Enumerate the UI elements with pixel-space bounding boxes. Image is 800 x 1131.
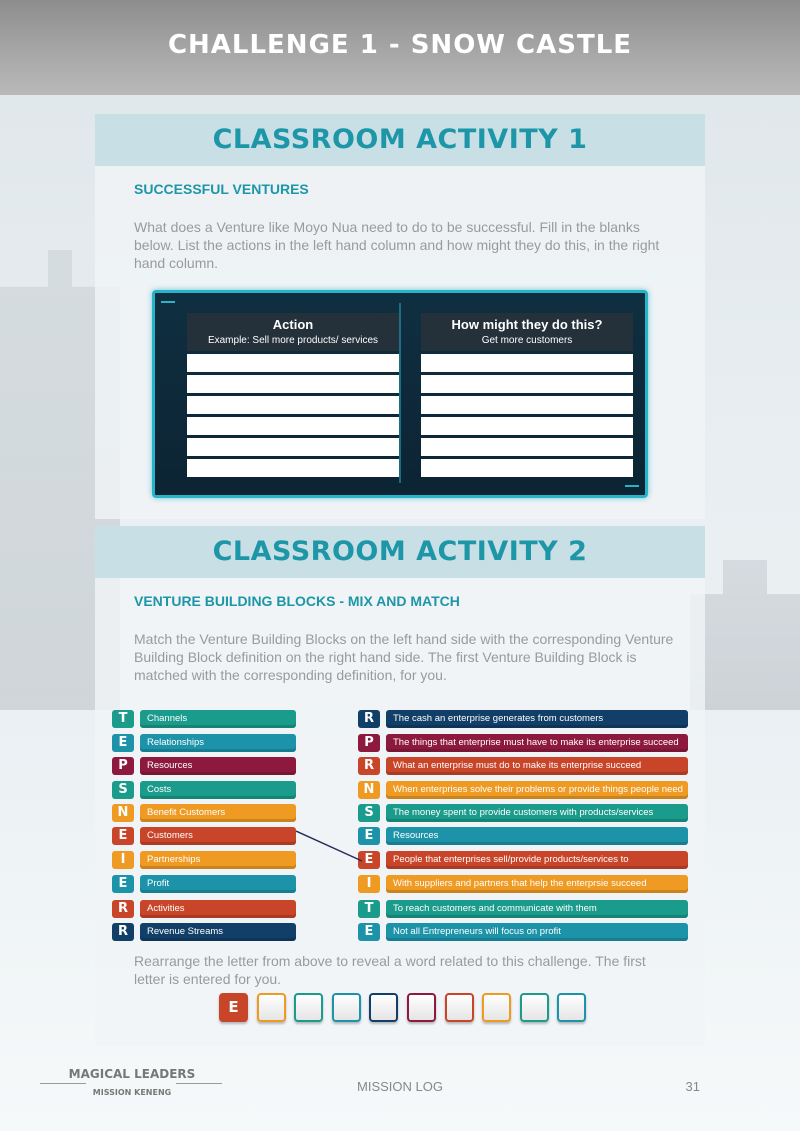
footer-brand-sub: MISSION KENENG bbox=[92, 1088, 172, 1097]
answer-box-empty[interactable] bbox=[482, 993, 511, 1022]
left-block-letter: E bbox=[112, 827, 134, 845]
right-block-letter: I bbox=[358, 875, 380, 893]
how-column-example: Get more customers bbox=[481, 335, 573, 346]
action-input-row[interactable] bbox=[187, 459, 399, 477]
action-input-row[interactable] bbox=[187, 417, 399, 435]
how-column bbox=[421, 313, 633, 477]
right-block-letter: N bbox=[358, 781, 380, 799]
footer-rule-left bbox=[40, 1083, 86, 1084]
right-block-label: With suppliers and partners that help the enterprsie succeed bbox=[386, 875, 688, 893]
answer-box-empty[interactable] bbox=[557, 993, 586, 1022]
right-block-letter: T bbox=[358, 900, 380, 918]
action-input-row[interactable] bbox=[187, 438, 399, 456]
answer-box-empty[interactable] bbox=[294, 993, 323, 1022]
activity2-title: CLASSROOM ACTIVITY 2 bbox=[95, 526, 705, 578]
right-block-label: To reach customers and communicate with them bbox=[386, 900, 688, 918]
right-block-label: What an enterprise must do to make its enterprise succeed bbox=[386, 757, 688, 775]
activity1-subtitle: SUCCESSFUL VENTURES bbox=[134, 181, 309, 197]
left-block-letter: P bbox=[112, 757, 134, 775]
left-block-row[interactable] bbox=[112, 734, 296, 752]
left-block-row[interactable] bbox=[112, 851, 296, 869]
footer-rule-right bbox=[176, 1083, 222, 1084]
answer-box-empty[interactable] bbox=[332, 993, 361, 1022]
example-match-line bbox=[296, 829, 364, 863]
activity1-table-frame bbox=[152, 290, 648, 498]
right-block-letter: S bbox=[358, 804, 380, 822]
frame-accent bbox=[625, 485, 639, 487]
right-block-label: The cash an enterprise generates from customers bbox=[386, 710, 688, 728]
left-block-row[interactable] bbox=[112, 900, 296, 918]
action-input-row[interactable] bbox=[187, 375, 399, 393]
activity1-instructions: What does a Venture like Moyo Nua need to do to be successful. Fill in the blanks below. List the actions in the left hand column and how might they do this, in the right hand column. bbox=[134, 219, 660, 271]
how-column-title: How might they do this? bbox=[451, 317, 603, 332]
how-input-row[interactable] bbox=[421, 459, 633, 477]
right-block-row[interactable] bbox=[358, 827, 688, 845]
left-block-letter: R bbox=[112, 900, 134, 918]
left-block-label: Partnerships bbox=[140, 851, 296, 869]
left-block-label: Customers bbox=[140, 827, 296, 845]
page-title: CHALLENGE 1 - SNOW CASTLE bbox=[167, 30, 633, 60]
right-block-letter: E bbox=[358, 851, 380, 869]
right-block-letter: P bbox=[358, 734, 380, 752]
how-input-row[interactable] bbox=[421, 438, 633, 456]
left-block-label: Relationships bbox=[140, 734, 296, 752]
left-block-label: Channels bbox=[140, 710, 296, 728]
answer-box-empty[interactable] bbox=[520, 993, 549, 1022]
left-block-letter: T bbox=[112, 710, 134, 728]
how-input-row[interactable] bbox=[421, 375, 633, 393]
frame-accent bbox=[161, 301, 175, 303]
left-block-label: Profit bbox=[140, 875, 296, 893]
how-input-row[interactable] bbox=[421, 396, 633, 414]
footer-brand: MAGICAL LEADERS bbox=[68, 1067, 196, 1081]
action-input-row[interactable] bbox=[187, 396, 399, 414]
left-block-label: Benefit Customers bbox=[140, 804, 296, 822]
background-castle-right bbox=[690, 560, 800, 730]
how-input-row[interactable] bbox=[421, 417, 633, 435]
left-block-label: Resources bbox=[140, 757, 296, 775]
answer-box-empty[interactable] bbox=[445, 993, 474, 1022]
right-block-label: Resources bbox=[386, 827, 688, 845]
how-input-row[interactable] bbox=[421, 354, 633, 372]
activity2-subtitle: VENTURE BUILDING BLOCKS - MIX AND MATCH bbox=[134, 593, 460, 609]
footer-center-label: MISSION LOG bbox=[357, 1079, 443, 1094]
right-block-label: Not all Entrepreneurs will focus on profit bbox=[386, 923, 688, 941]
action-input-row[interactable] bbox=[187, 354, 399, 372]
right-block-row[interactable] bbox=[358, 851, 688, 869]
left-block-label: Costs bbox=[140, 781, 296, 799]
right-block-row[interactable] bbox=[358, 757, 688, 775]
activity1-title: CLASSROOM ACTIVITY 1 bbox=[95, 114, 705, 166]
left-block-letter: E bbox=[112, 734, 134, 752]
left-block-letter: N bbox=[112, 804, 134, 822]
right-block-label: The money spent to provide customers with products/services bbox=[386, 804, 688, 822]
left-block-letter: R bbox=[112, 923, 134, 941]
right-block-row[interactable] bbox=[358, 875, 688, 893]
left-block-row[interactable] bbox=[112, 781, 296, 799]
answer-box-empty[interactable] bbox=[407, 993, 436, 1022]
left-block-row[interactable] bbox=[112, 804, 296, 822]
right-block-row[interactable] bbox=[358, 781, 688, 799]
left-block-row[interactable] bbox=[112, 757, 296, 775]
left-block-letter: I bbox=[112, 851, 134, 869]
left-block-row[interactable] bbox=[112, 710, 296, 728]
page-number: 31 bbox=[685, 1079, 700, 1094]
right-block-row[interactable] bbox=[358, 923, 688, 941]
left-block-label: Activities bbox=[140, 900, 296, 918]
answer-box-empty[interactable] bbox=[369, 993, 398, 1022]
left-block-row[interactable] bbox=[112, 827, 296, 845]
right-block-letter: E bbox=[358, 923, 380, 941]
right-block-row[interactable] bbox=[358, 734, 688, 752]
action-column-example: Example: Sell more products/ services bbox=[207, 335, 379, 346]
activity2-instructions: Match the Venture Building Blocks on the left hand side with the corresponding Venture Building Block definition on the right hand side. The first Venture Building Block is matched with the corresponding definition, for you. bbox=[134, 631, 674, 683]
right-block-label: When enterprises solve their problems or provide things people need bbox=[386, 781, 688, 799]
answer-box-empty[interactable] bbox=[257, 993, 286, 1022]
right-block-letter: E bbox=[358, 827, 380, 845]
action-column bbox=[187, 313, 399, 477]
right-block-row[interactable] bbox=[358, 900, 688, 918]
how-column-header bbox=[421, 313, 633, 351]
left-block-row[interactable] bbox=[112, 923, 296, 941]
right-block-label: The things that enterprise must have to make its enterprise succeed bbox=[386, 734, 688, 752]
left-block-label: Revenue Streams bbox=[140, 923, 296, 941]
left-block-row[interactable] bbox=[112, 875, 296, 893]
right-block-label: People that enterprises sell/provide products/services to bbox=[386, 851, 688, 869]
rearrange-instructions: Rearrange the letter from above to reveal a word related to this challenge. The first letter is entered for you. bbox=[134, 953, 646, 987]
frame-divider bbox=[399, 303, 401, 483]
answer-box-filled: E bbox=[219, 993, 248, 1022]
right-block-row[interactable] bbox=[358, 710, 688, 728]
right-block-row[interactable] bbox=[358, 804, 688, 822]
left-block-letter: S bbox=[112, 781, 134, 799]
right-block-letter: R bbox=[358, 710, 380, 728]
right-block-letter: R bbox=[358, 757, 380, 775]
action-column-title: Action bbox=[272, 317, 314, 332]
action-column-header bbox=[187, 313, 399, 351]
left-block-letter: E bbox=[112, 875, 134, 893]
